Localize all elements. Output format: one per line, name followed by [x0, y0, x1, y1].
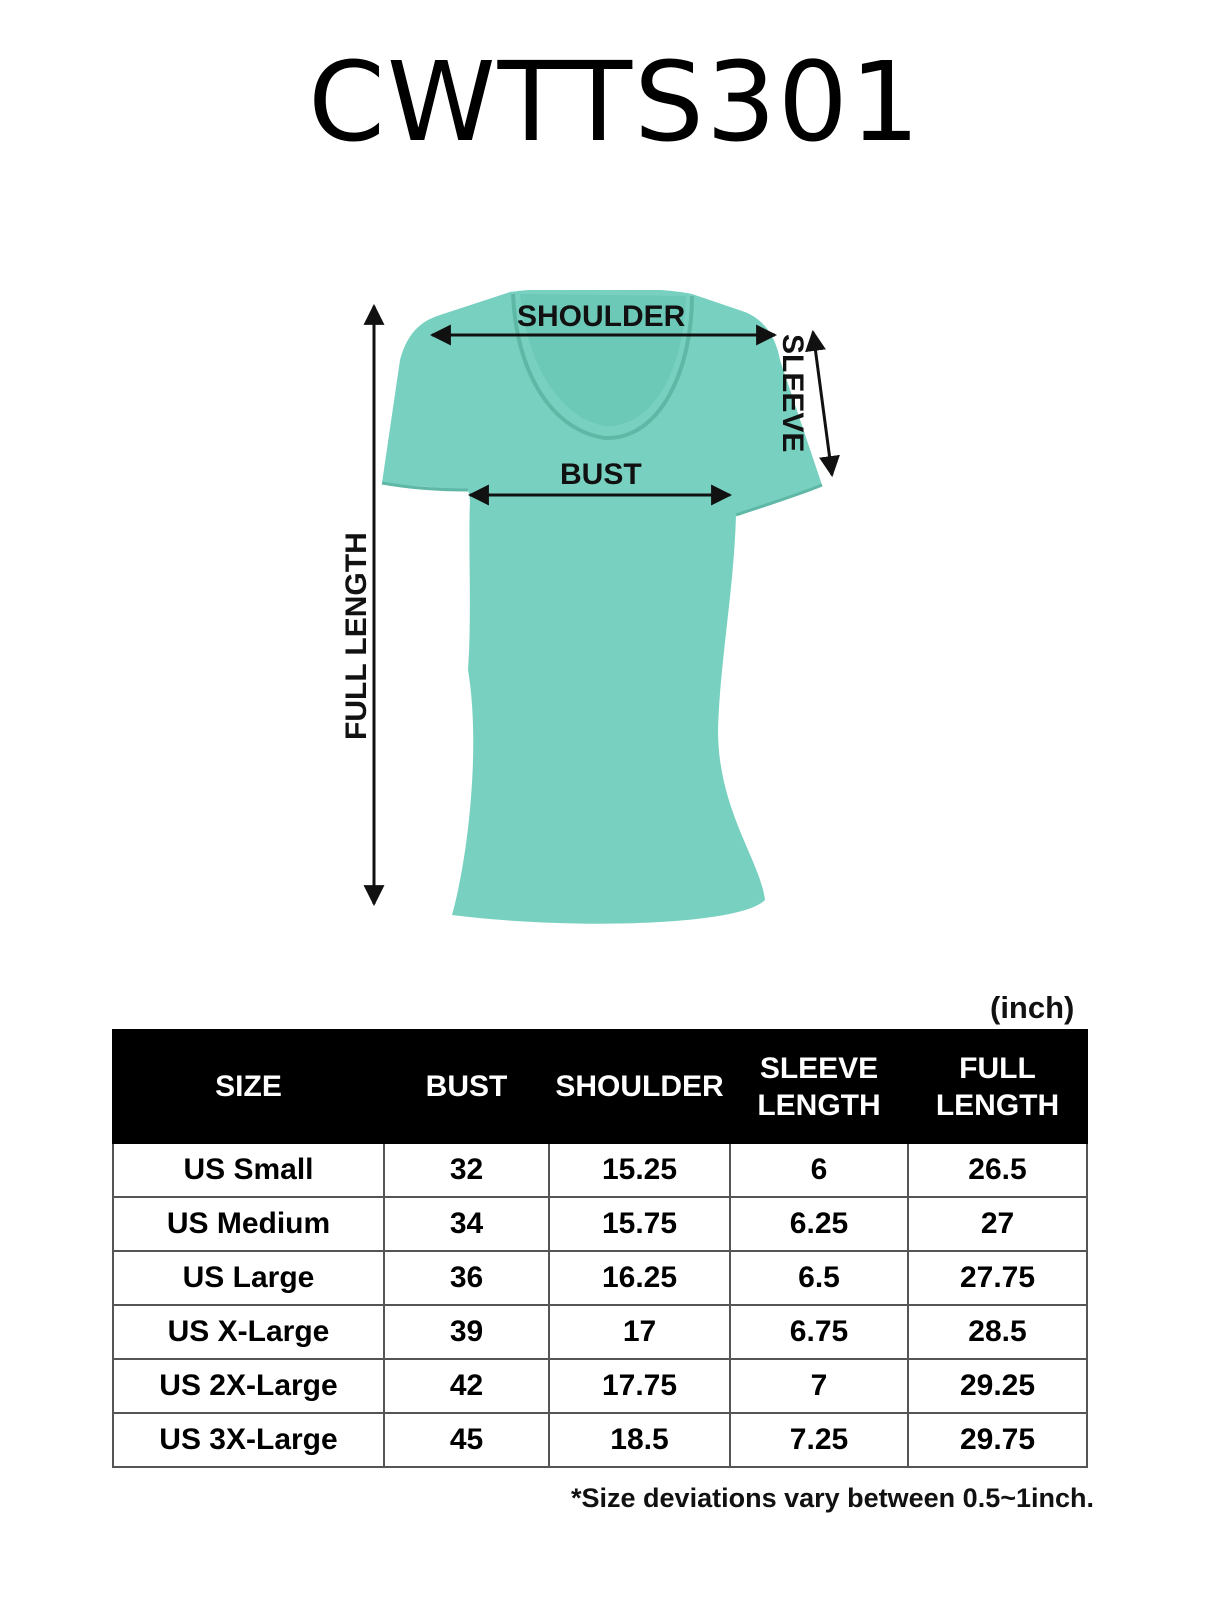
header-shoulder: SHOULDER: [549, 1030, 730, 1143]
size-deviation-note: *Size deviations vary between 0.5~1inch.: [571, 1483, 1094, 1513]
header-bust: BUST: [384, 1030, 549, 1143]
sleeve-cell: 6: [730, 1143, 908, 1197]
shoulder-cell: 15.25: [549, 1143, 730, 1197]
header-size: SIZE: [113, 1030, 384, 1143]
full-length-cell: 28.5: [908, 1305, 1087, 1359]
table-row: [113, 1413, 1087, 1467]
shoulder-cell: 16.25: [549, 1251, 730, 1305]
sleeve-cell: 6.75: [730, 1305, 908, 1359]
sleeve-arrow: [813, 332, 832, 475]
full-length-cell: 27: [908, 1197, 1087, 1251]
measurement-diagram: [320, 290, 920, 940]
sleeve-cell: 6.25: [730, 1197, 908, 1251]
size-cell: US Small: [113, 1143, 384, 1197]
full-length-cell: 27.75: [908, 1251, 1087, 1305]
table-row: [113, 1359, 1087, 1413]
table-row: [113, 1197, 1087, 1251]
sleeve-label: SLEEVE: [776, 334, 809, 453]
bust-cell: 39: [384, 1305, 549, 1359]
shoulder-cell: 17: [549, 1305, 730, 1359]
size-cell: US Medium: [113, 1197, 384, 1251]
full-length-cell: 29.75: [908, 1413, 1087, 1467]
bust-cell: 42: [384, 1359, 549, 1413]
full-length-label: FULL LENGTH: [340, 532, 373, 740]
size-cell: US Large: [113, 1251, 384, 1305]
sleeve-cell: 7.25: [730, 1413, 908, 1467]
bust-cell: 32: [384, 1143, 549, 1197]
header-sleeve-length: SLEEVE LENGTH: [730, 1030, 908, 1143]
size-cell: US 3X-Large: [113, 1413, 384, 1467]
shoulder-cell: 17.75: [549, 1359, 730, 1413]
sleeve-cell: 7: [730, 1359, 908, 1413]
table-row: [113, 1305, 1087, 1359]
tshirt-illustration: [320, 290, 920, 940]
size-cell: US X-Large: [113, 1305, 384, 1359]
table-header-row: [113, 1030, 1087, 1143]
page-title: CWTTS301: [308, 38, 922, 166]
bust-label: BUST: [560, 458, 642, 491]
shoulder-cell: 15.75: [549, 1197, 730, 1251]
full-length-cell: 29.25: [908, 1359, 1087, 1413]
bust-cell: 34: [384, 1197, 549, 1251]
sleeve-cell: 6.5: [730, 1251, 908, 1305]
header-full-length: FULL LENGTH: [908, 1030, 1087, 1143]
table-row: [113, 1251, 1087, 1305]
size-chart-table: [112, 1029, 1088, 1468]
table-row: [113, 1143, 1087, 1197]
full-length-cell: 26.5: [908, 1143, 1087, 1197]
bust-cell: 36: [384, 1251, 549, 1305]
size-cell: US 2X-Large: [113, 1359, 384, 1413]
shoulder-label: SHOULDER: [517, 300, 686, 333]
bust-cell: 45: [384, 1413, 549, 1467]
shoulder-cell: 18.5: [549, 1413, 730, 1467]
unit-label: (inch): [990, 990, 1075, 1025]
